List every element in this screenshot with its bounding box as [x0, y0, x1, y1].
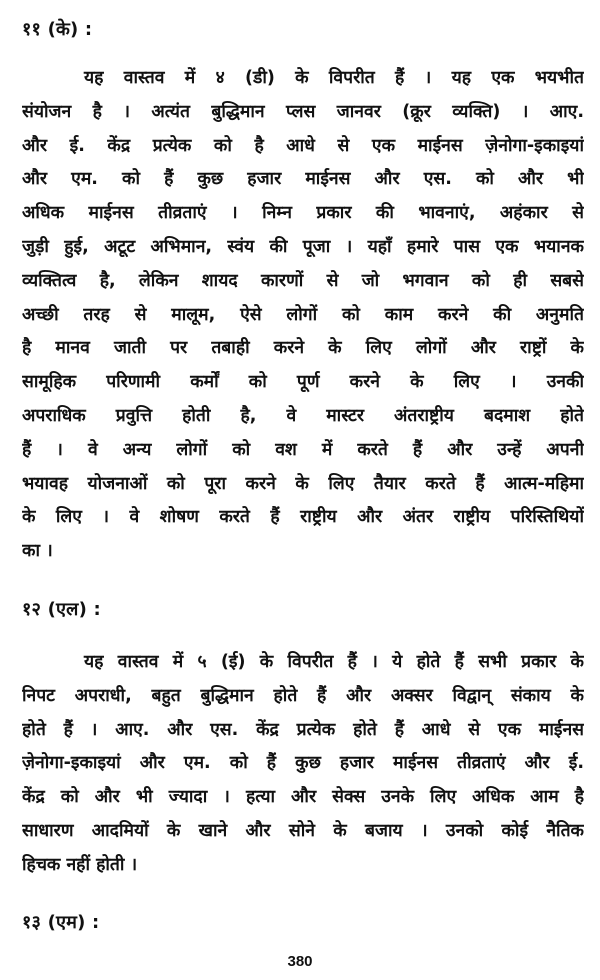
paragraph-line: व्यक्तित्व है, लेकिन शायद कारणों से जो भगवान को ही सबसे [22, 270, 584, 291]
paragraph-line: निपट अपराधी, बहुत बुद्धिमान होते हैं और अक्सर विद्वान् संकाय के [22, 685, 584, 706]
paragraph-line: केंद्र को और भी ज्यादा । हत्या और सेक्स उनके लिए अधिक आम है [22, 787, 584, 808]
paragraph [22, 646, 584, 883]
paragraph-line: यह वास्तव में ४ (डी) के विपरीत हैं । यह एक भयभीत [84, 68, 584, 88]
page-number: 380 [287, 953, 313, 970]
paragraph-line: के लिए । वे शोषण करते हैं राष्ट्रीय और अंतर राष्ट्रीय परिस्तिथियों [22, 507, 584, 528]
section-heading: १३ (एम) : [22, 912, 100, 933]
paragraph-line: ज़ेनोगा-इकाइयां और एम. को हैं कुछ हजार माईनस तीव्रताएं और ई. [22, 753, 584, 774]
paragraph-line: जुड़ी हुई, अटूट अभिमान, स्वंय की पूजा । यहाँ हमारे पास एक भयानक [22, 236, 584, 257]
paragraph-line: संयोजन है । अत्यंत बुद्धिमान प्लस जानवर (क्रूर व्यक्ति) । आए. [22, 101, 584, 122]
paragraph-line: अपराधिक प्रवुत्ति होती है, वे मास्टर अंतराष्ट्रीय बदमाश होते [22, 405, 584, 426]
paragraph-line: हिचक नहीं होती । [22, 854, 138, 875]
paragraph-line: साधारण आदमियों के खाने और सोने के बजाय । उनको कोई नैतिक [22, 820, 584, 841]
paragraph [22, 62, 584, 569]
section-heading: १२ (एल) : [22, 599, 101, 620]
paragraph-line: सामूहिक परिणामी कर्मों को पूर्ण करने के लिए । उनकी [22, 372, 584, 393]
paragraph-line: भयावह योजनाओं को पूरा करने के लिए तैयार करते हैं आत्म-महिमा [22, 473, 584, 494]
paragraph-line: अधिक माईनस तीव्रताएं । निम्न प्रकार की भावनाएं, अहंकार से [22, 203, 584, 224]
paragraph-line: और एम. को हैं कुछ हजार माईनस और एस. को और भी [22, 169, 584, 190]
paragraph-line: होते हैं । आए. और एस. केंद्र प्रत्येक होते हैं आधे से एक माईनस [22, 719, 584, 740]
paragraph-line: यह वास्तव में ५ (ई) के विपरीत हैं । ये होते हैं सभी प्रकार के [84, 652, 584, 672]
paragraph-line: और ई. केंद्र प्रत्येक को है आधे से एक माईनस ज़ेनोगा-इकाइयां [22, 135, 584, 156]
paragraph-line: का । [22, 541, 53, 562]
section-heading: ११ (के) : [22, 19, 93, 40]
paragraph-line: है मानव जाती पर तबाही करने के लिए लोगों और राष्ट्रों के [22, 338, 584, 359]
paragraph-line: हैं । वे अन्य लोगों को वश में करते हैं और उन्हें अपनी [22, 439, 584, 460]
paragraph-line: अच्छी तरह से मालूम, ऐसे लोगों को काम करने की अनुमति [22, 304, 584, 325]
